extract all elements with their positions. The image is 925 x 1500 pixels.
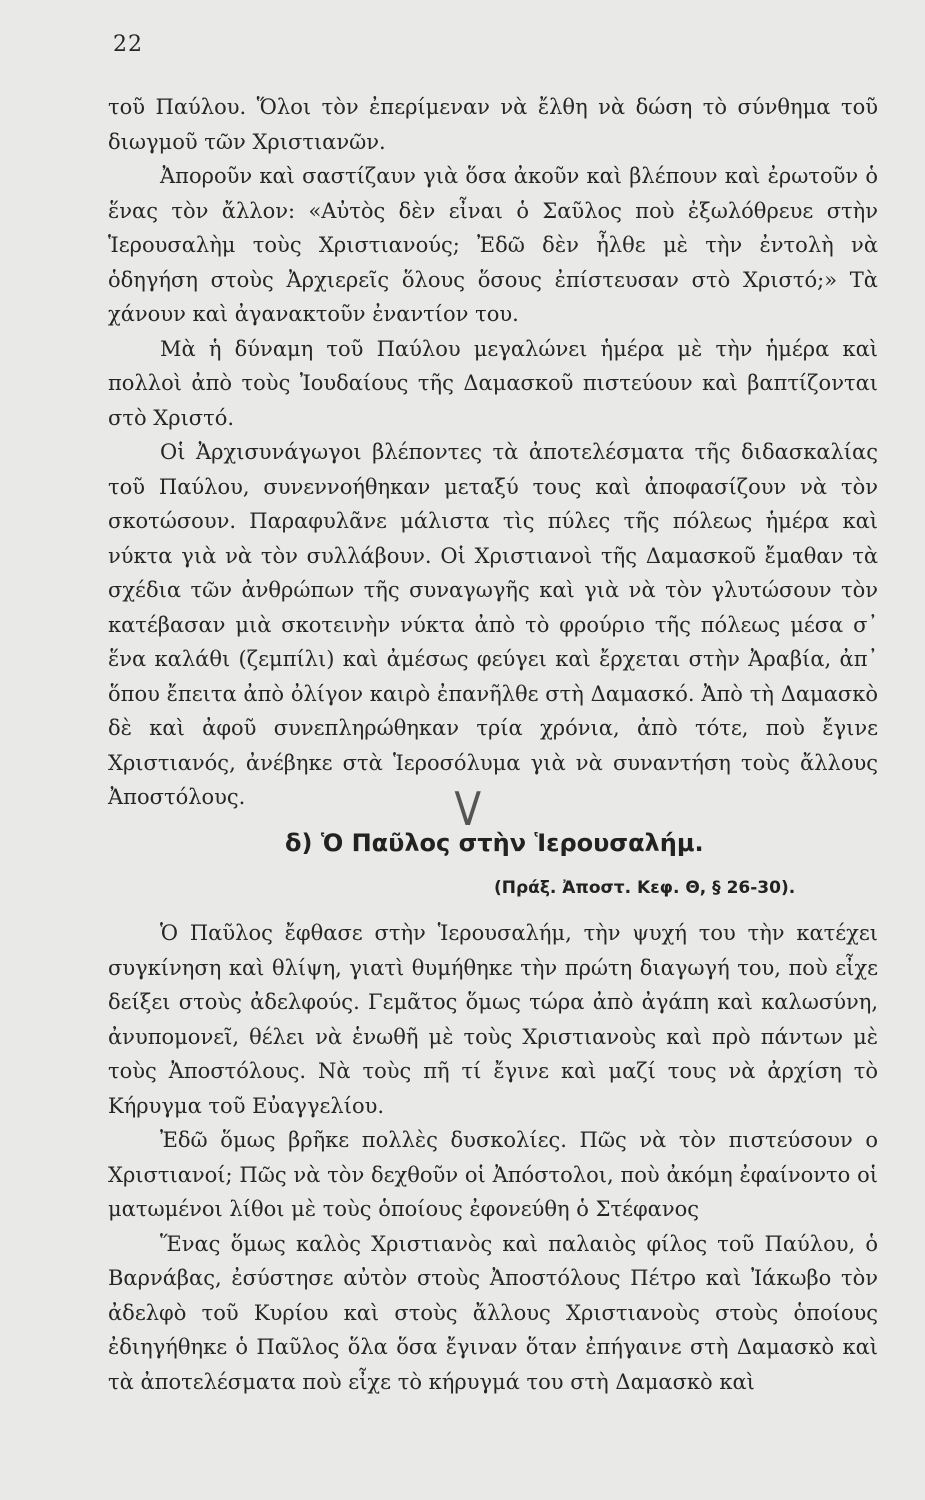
paragraph: Ἐδῶ ὅμως βρῆκε πολλὲς δυσκολίες. Πῶς νὰ τὸν πιστεύσουν ο Χριστιανοί; Πῶς νὰ τὸν δεχθοῦν οἱ Ἀπόστολοι, ποὺ ἀκόμη ἐφαίνοντο οἱ ματωμένοι λίθοι μὲ τοὺς ὁποίους ἐφονεύθη ὁ Στέφανος bbox=[108, 1128, 878, 1221]
paragraph: Ἀπορoῦν καὶ σαστίζαυν γιὰ ὅσα ἀκοῦν καὶ βλέπουν καὶ ἐρωτοῦν ὁ ἕνας τὸν ἄλλον: «Αὐτὸς δὲν εἶναι ὁ Σαῦλος ποὺ ἐξωλόθρευε στὴν Ἱερουσαλὴμ τοὺς Χριστιανούς; Ἐδῶ δὲν ἦλθε μὲ τὴν ἐντολὴ νὰ ὁδηγήση στοὺς Ἀρχιερεῖς ὅλους ὅσους ἐπίστευσαν στὸ Χριστό;» Τὰ χάνουν καὶ ἀγανακτοῦν ἐναντίον του. bbox=[108, 164, 878, 326]
page-number: 22 bbox=[113, 32, 143, 57]
paragraph: τοῦ Παύλου. Ὅλοι τὸν ἐπερίμεναν νὰ ἔλθη νὰ δώση τὸ σύνθημα τοῦ διωγμοῦ τῶν Χριστιανῶν. bbox=[108, 95, 878, 154]
paragraph: Ὁ Παῦλος ἔφθασε στὴν Ἱερουσαλήμ, τὴν ψυχή του τὴν κατέχει συγκίνηση καὶ θλίψη, γιατὶ θυμήθηκε τὴν πρώτη διαγωγή του, ποὺ εἶχε δείξει στοὺς ἀδελφούς. Γεμᾶτος ὅμως τώρα ἀπὸ ἀγάπη καὶ καλωσύνη, ἀνυπομονεῖ, θέλει νὰ ἑνωθῆ μὲ τοὺς Χριστιανοὺς καὶ πρὸ πάντων μὲ τοὺς Ἀποστόλους. Νὰ τοὺς πῆ τί ἔγινε καὶ μαζί τους νὰ ἀρχίση τὸ Κήρυγμα τοῦ Εὐαγγελίου. bbox=[108, 921, 878, 1118]
section-c-text bbox=[108, 90, 878, 815]
section-heading: δ) Ὁ Παῦλος στὴν Ἱερουσαλήμ. bbox=[285, 829, 704, 857]
paragraph: Μὰ ἡ δύναμη τοῦ Παύλου μεγαλώνει ἡμέρα μὲ τὴν ἡμέρα καὶ πολλοὶ ἀπὸ τοὺς Ἰουδαίους τῆς Δαμασκοῦ πιστεύουν καὶ βαπτίζονται στὸ Χριστό. bbox=[108, 336, 878, 430]
section-d-text bbox=[108, 916, 878, 1399]
handwritten-check-mark: V bbox=[454, 782, 482, 836]
paragraph: Οἱ Ἀρχισυνάγωγοι βλέποντες τὰ ἀποτελέσματα τῆς διδασκαλίας τοῦ Παύλου, συνεννοήθηκαν μεταξύ τους καὶ ἀποφασίζουν νὰ τὸν σκοτώσουν. Παραφυλᾶνε μάλιστα τὶς πύλες τῆς πόλεως ἡμέρα καὶ νύκτα γιὰ νὰ τὸν συλλάβουν. Οἱ Χριστιανοὶ τῆς Δαμασκοῦ ἔμαθαν τὰ σχέδια τῶν ἀνθρώπων τῆς συναγωγῆς καὶ γιὰ νὰ τὸν γλυτώσουν τὸν κατέβασαν μιὰ σκοτεινὴν νύκτα ἀπὸ τὸ φρούριο τῆς πόλεως μέσα σ᾽ ἕνα καλάθι (ζεμπίλι) καὶ ἀμέσως φεύγει καὶ ἔρχεται στὴν Ἀραβία, ἀπ᾽ ὅπου ἔπειτα ἀπὸ ὀλίγον καιρὸ ἐπανῆλθε στὴ Δαμασκό. Ἀπὸ τὴ Δαμασκὸ δὲ καὶ ἀφοῦ συνεπληρώθηκαν τρία χρόνια, ἀπὸ τότε, ποὺ ἔγινε Χριστιανός, ἀνέβηκε στὰ Ἱεροσόλυμα γιὰ νὰ συναντήση τοὺς ἄλλους Ἀποστόλους. bbox=[108, 440, 878, 809]
section-reference: (Πράξ. Ἀποστ. Κεφ. Θ, § 26-30). bbox=[494, 878, 796, 898]
paragraph: Ἕνας ὅμως καλὸς Χριστιανὸς καὶ παλαιὸς φίλος τοῦ Παύλου, ὁ Βαρνάβας, ἐσύστησε αὐτὸν στοὺς Ἀποστόλους Πέτρο καὶ Ἰάκωβο τὸν ἀδελφὸ τοῦ Κυρίου καὶ στοὺς ἄλλους Χριστιανοὺς στοὺς ὁποίους ἐδιηγήθηκε ὁ Παῦλος ὅλα ὅσα ἔγιναν ὅταν ἐπήγαινε στὴ Δαμασκὸ καὶ τὰ ἀποτελέσματα ποὺ εἶχε τὸ κήρυγμά του στὴ Δαμασκὸ καὶ bbox=[108, 1231, 878, 1394]
